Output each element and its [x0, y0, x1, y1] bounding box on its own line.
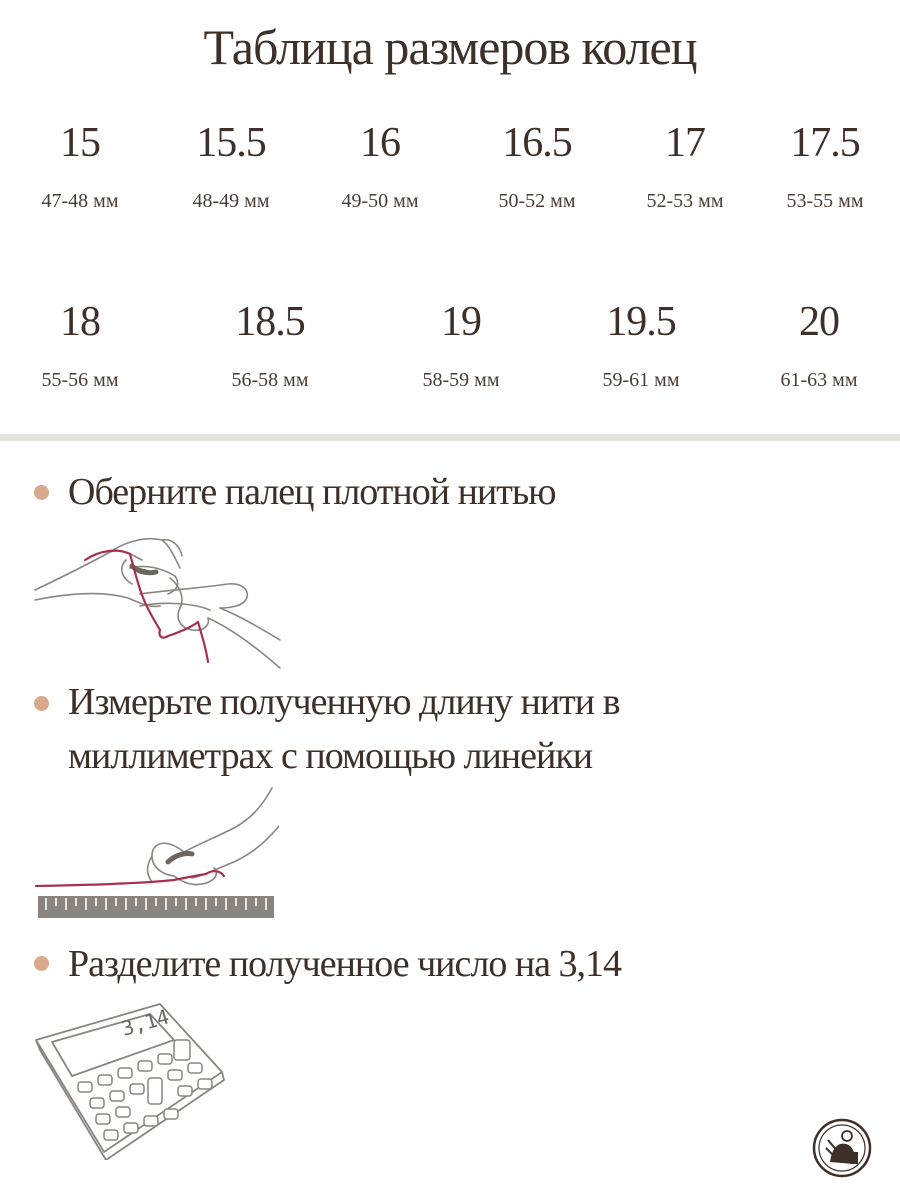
size-cell — [310, 118, 450, 213]
step-text: Оберните палец плотной нитью — [68, 471, 556, 513]
hand-wrapping-thread-icon — [30, 528, 290, 673]
step-text: Разделите полученное число на 3,14 — [68, 943, 622, 985]
ring-diameter: 58-59 мм — [422, 369, 500, 391]
page-title: Таблица размеров колец — [203, 19, 697, 75]
ring-diameter: 47-48 мм — [41, 190, 119, 212]
ring-diameter: 53-55 мм — [786, 190, 864, 212]
ring-size: 19 — [441, 299, 481, 345]
ring-diameter: 49-50 мм — [341, 190, 419, 212]
size-cell — [467, 118, 607, 213]
calculator-icon — [32, 1000, 232, 1160]
ring-size: 17 — [665, 120, 705, 166]
section-divider — [0, 434, 900, 441]
ring-size: 19.5 — [606, 299, 676, 345]
size-cell — [10, 118, 150, 213]
size-cell — [10, 297, 150, 392]
calculator-display: 3,14 — [118, 1004, 172, 1041]
ring-size: 18.5 — [235, 299, 305, 345]
size-cell — [200, 297, 340, 392]
seal-logo-icon — [812, 1118, 872, 1178]
size-cell — [391, 297, 531, 392]
ring-diameter: 52-53 мм — [646, 190, 724, 212]
size-cell — [161, 118, 301, 213]
bullet-icon — [34, 485, 49, 500]
step-text-line-1: Измерьте полученную длину нити в — [68, 681, 620, 723]
size-cell — [755, 118, 895, 213]
ring-diameter: 50-52 мм — [498, 190, 576, 212]
step-text-line-2: миллиметрах с помощью линейки — [68, 735, 593, 777]
ring-size: 16 — [360, 120, 400, 166]
ring-size: 15.5 — [196, 120, 266, 166]
ring-size: 20 — [799, 299, 839, 345]
size-cell — [749, 297, 889, 392]
size-cell — [571, 297, 711, 392]
ring-diameter: 55-56 мм — [41, 369, 119, 391]
bullet-icon — [34, 956, 49, 971]
bullet-icon — [34, 696, 49, 711]
ring-size: 16.5 — [502, 120, 572, 166]
ring-size: 15 — [60, 120, 100, 166]
hand-ruler-icon — [34, 786, 279, 922]
ring-diameter: 59-61 мм — [602, 369, 680, 391]
size-cell — [615, 118, 755, 213]
ring-size: 18 — [60, 299, 100, 345]
ring-size: 17.5 — [790, 120, 860, 166]
ring-diameter: 48-49 мм — [192, 190, 270, 212]
ring-diameter: 56-58 мм — [231, 369, 309, 391]
ring-diameter: 61-63 мм — [780, 369, 858, 391]
